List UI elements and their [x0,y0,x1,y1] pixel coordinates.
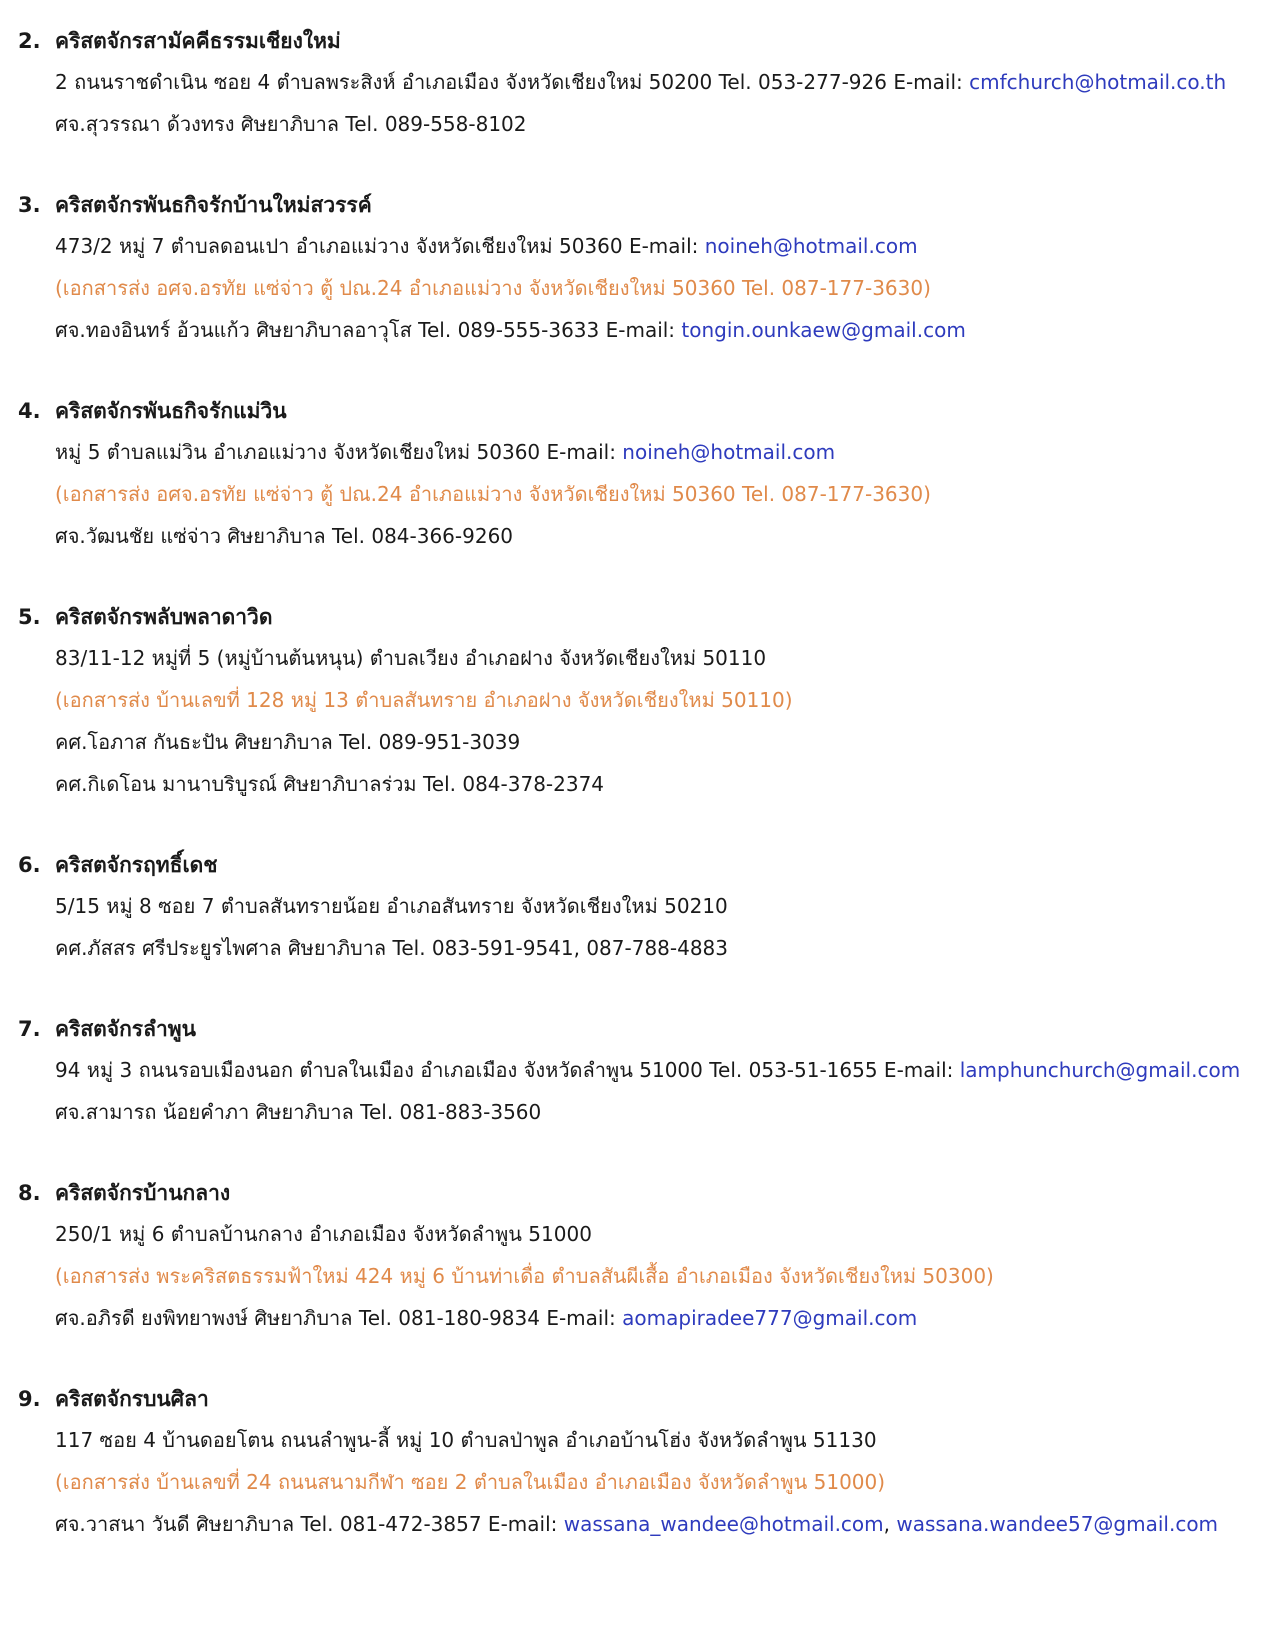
pastor-line [0,103,1275,145]
mailing-note: (เอกสารส่ง บ้านเลขที่ 24 ถนนสนามกีฬา ซอย 2 ตำบลในเมือง อำเภอเมือง จังหวัดลำพูน 51000) [55,1470,886,1494]
address-line [0,61,1275,103]
church-entry [0,185,1275,351]
pastor-line [0,309,1275,351]
address-line [0,637,1275,679]
address-line [0,431,1275,473]
email-link[interactable]: tongin.ounkaew@gmail.com [681,318,966,342]
address-text: หมู่ 5 ตำบลแม่วิน อำเภอแม่วาง จังหวัดเชียงใหม่ 50360 E-mail: [55,440,623,464]
church-entry [0,1009,1275,1133]
email-link-secondary[interactable]: wassana.wandee57@gmail.com [896,1512,1219,1536]
pastor-text: ศจ.อภิรดี ยงพิทยาพงษ์ ศิษยาภิบาล Tel. 081-180-9834 E-mail: [55,1306,623,1330]
pastor-text: ศจ.วัฒนชัย แซ่จ่าว ศิษยาภิบาล Tel. 084-366-9260 [55,524,514,548]
entry-number: 6. [18,853,41,877]
address-text: 473/2 หมู่ 7 ตำบลดอนเปา อำเภอแม่วาง จังหวัดเชียงใหม่ 50360 E-mail: [55,234,705,258]
pastor-text: ศจ.สุวรรณา ด้วงทรง ศิษยาภิบาล Tel. 089-558-8102 [55,112,527,136]
email-link[interactable]: noineh@hotmail.com [704,234,918,258]
address-line [0,1049,1275,1091]
pastor-line [0,515,1275,557]
email-link[interactable]: noineh@hotmail.com [622,440,836,464]
church-name: คริสตจักรพันธกิจรักบ้านใหม่สวรรค์ [55,193,372,217]
mailing-note: (เอกสารส่ง อศจ.อรทัย แซ่จ่าว ตู้ ปณ.24 อำเภอแม่วาง จังหวัดเชียงใหม่ 50360 Tel. 087-177-3630) [55,482,931,506]
entry-number: 8. [18,1181,41,1205]
entry-number: 4. [18,399,41,423]
church-name: คริสตจักรพลับพลาดาวิด [55,605,273,629]
address-line [0,885,1275,927]
church-heading [0,391,1275,431]
address-line [0,1419,1275,1461]
mailing-note: (เอกสารส่ง อศจ.อรทัย แซ่จ่าว ตู้ ปณ.24 อำเภอแม่วาง จังหวัดเชียงใหม่ 50360 Tel. 087-177-3630) [55,276,931,300]
entry-number: 3. [18,193,41,217]
address-line [0,225,1275,267]
church-entry [0,1379,1275,1545]
address-text: 5/15 หมู่ 8 ซอย 7 ตำบลสันทรายน้อย อำเภอสันทราย จังหวัดเชียงใหม่ 50210 [55,894,728,918]
pastor-line [0,1297,1275,1339]
email-link[interactable]: cmfchurch@hotmail.co.th [969,70,1227,94]
pastor-text: ศจ.ทองอินทร์ อ้วนแก้ว ศิษยาภิบาลอาวุโส Tel. 089-555-3633 E-mail: [55,318,682,342]
address-text: 117 ซอย 4 บ้านดอยโตน ถนนลำพูน-ลี้ หมู่ 10 ตำบลป่าพูล อำเภอบ้านโฮ่ง จังหวัดลำพูน 51130 [55,1428,877,1452]
entry-number: 5. [18,605,41,629]
address-text: 250/1 หมู่ 6 ตำบลบ้านกลาง อำเภอเมือง จังหวัดลำพูน 51000 [55,1222,592,1246]
pastor-line [0,927,1275,969]
church-heading [0,1379,1275,1419]
church-heading [0,21,1275,61]
mailing-note: (เอกสารส่ง บ้านเลขที่ 128 หมู่ 13 ตำบลสันทราย อำเภอฝาง จังหวัดเชียงใหม่ 50110) [55,688,793,712]
church-heading [0,185,1275,225]
email-link[interactable]: lamphunchurch@gmail.com [959,1058,1241,1082]
church-heading [0,597,1275,637]
email-separator: , [883,1512,897,1536]
pastor-text: ศจ.สามารถ น้อยคำภา ศิษยาภิบาล Tel. 081-883-3560 [55,1100,542,1124]
pastor-line [0,721,1275,763]
pastor-text: ศจ.วาสนา วันดี ศิษยาภิบาล Tel. 081-472-3857 E-mail: [55,1512,564,1536]
email-link[interactable]: wassana_wandee@hotmail.com [563,1512,884,1536]
entry-number: 2. [18,29,41,53]
address-text: 83/11-12 หมู่ที่ 5 (หมู่บ้านต้นหนุน) ตำบลเวียง อำเภอฝาง จังหวัดเชียงใหม่ 50110 [55,646,767,670]
email-link[interactable]: aomapiradee777@gmail.com [622,1306,918,1330]
pastor-line [0,1091,1275,1133]
church-name: คริสตจักรบนศิลา [55,1387,209,1411]
church-entry [0,597,1275,805]
pastor-text: คศ.ภัสสร ศรีประยูรไพศาล ศิษยาภิบาล Tel. 083-591-9541, 087-788-4883 [55,936,729,960]
church-heading [0,845,1275,885]
church-entry [0,391,1275,557]
church-entry [0,21,1275,145]
church-name: คริสตจักรสามัคคีธรรมเชียงใหม่ [55,29,341,53]
co-pastor-line [0,763,1275,805]
church-name: คริสตจักรพันธกิจรักแม่วิน [55,399,287,423]
church-heading [0,1173,1275,1213]
entry-number: 7. [18,1017,41,1041]
address-text: 94 หมู่ 3 ถนนรอบเมืองนอก ตำบลในเมือง อำเภอเมือง จังหวัดลำพูน 51000 Tel. 053-51-1655 E-mail: [55,1058,960,1082]
pastor-text: คศ.โอภาส กันธะปัน ศิษยาภิบาล Tel. 089-951-3039 [55,730,521,754]
entry-number: 9. [18,1387,41,1411]
church-name: คริสตจักรลำพูน [55,1017,196,1041]
church-name: คริสตจักรฤทธิ์เดช [55,853,218,877]
address-line [0,1213,1275,1255]
church-entry [0,845,1275,969]
church-name: คริสตจักรบ้านกลาง [55,1181,231,1205]
church-heading [0,1009,1275,1049]
church-entry [0,1173,1275,1339]
pastor-line [0,1503,1275,1545]
address-text: 2 ถนนราชดำเนิน ซอย 4 ตำบลพระสิงห์ อำเภอเมือง จังหวัดเชียงใหม่ 50200 Tel. 053-277-926 E-mail: [55,70,970,94]
co-pastor-text: คศ.กิเดโอน มานาบริบูรณ์ ศิษยาภิบาลร่วม Tel. 084-378-2374 [55,772,605,796]
mailing-note: (เอกสารส่ง พระคริสตธรรมฟ้าใหม่ 424 หมู่ 6 บ้านท่าเดื่อ ตำบลสันผีเสื้อ อำเภอเมือง จังหวัดเชียงใหม่ 50300) [55,1264,994,1288]
